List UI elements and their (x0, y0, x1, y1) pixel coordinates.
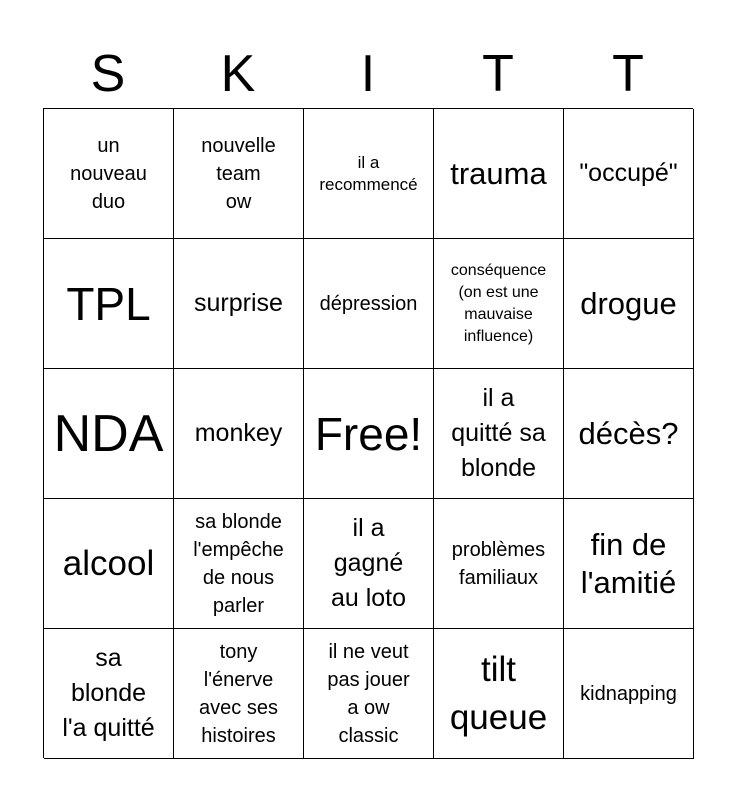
header-letter-t-2: T (612, 45, 644, 103)
bingo-cell[interactable]: il ne veut pas jouer a ow classic (304, 629, 434, 759)
bingo-cell[interactable]: sa blonde l'a quitté (44, 629, 174, 759)
bingo-cell[interactable]: drogue (564, 239, 694, 369)
bingo-cell[interactable]: tilt queue (434, 629, 564, 759)
free-space[interactable]: Free! (304, 369, 434, 499)
bingo-cell[interactable]: NDA (44, 369, 174, 499)
bingo-cell[interactable]: il a recommencé (304, 109, 434, 239)
bingo-cell[interactable]: un nouveau duo (44, 109, 174, 239)
bingo-cell[interactable]: "occupé" (564, 109, 694, 239)
header-letter-k: K (220, 45, 256, 103)
bingo-cell[interactable]: dépression (304, 239, 434, 369)
bingo-cell[interactable]: fin de l'amitié (564, 499, 694, 629)
bingo-cell[interactable]: il a quitté sa blonde (434, 369, 564, 499)
header-letter-t: T (482, 45, 514, 103)
bingo-cell[interactable]: surprise (174, 239, 304, 369)
bingo-cell[interactable]: trauma (434, 109, 564, 239)
bingo-cell[interactable]: kidnapping (564, 629, 694, 759)
bingo-cell[interactable]: décès? (564, 369, 694, 499)
bingo-cell[interactable]: alcool (44, 499, 174, 629)
header-letter-i: I (360, 45, 376, 103)
bingo-cell[interactable]: monkey (174, 369, 304, 499)
bingo-cell[interactable]: problèmes familiaux (434, 499, 564, 629)
bingo-cell[interactable]: il a gagné au loto (304, 499, 434, 629)
bingo-header (43, 40, 693, 108)
header-letter-s: S (90, 45, 126, 103)
bingo-board (43, 108, 693, 758)
bingo-cell[interactable]: nouvelle team ow (174, 109, 304, 239)
bingo-cell[interactable]: conséquence (on est une mauvaise influence) (434, 239, 564, 369)
bingo-cell[interactable]: TPL (44, 239, 174, 369)
bingo-cell[interactable]: sa blonde l'empêche de nous parler (174, 499, 304, 629)
bingo-cell[interactable]: tony l'énerve avec ses histoires (174, 629, 304, 759)
